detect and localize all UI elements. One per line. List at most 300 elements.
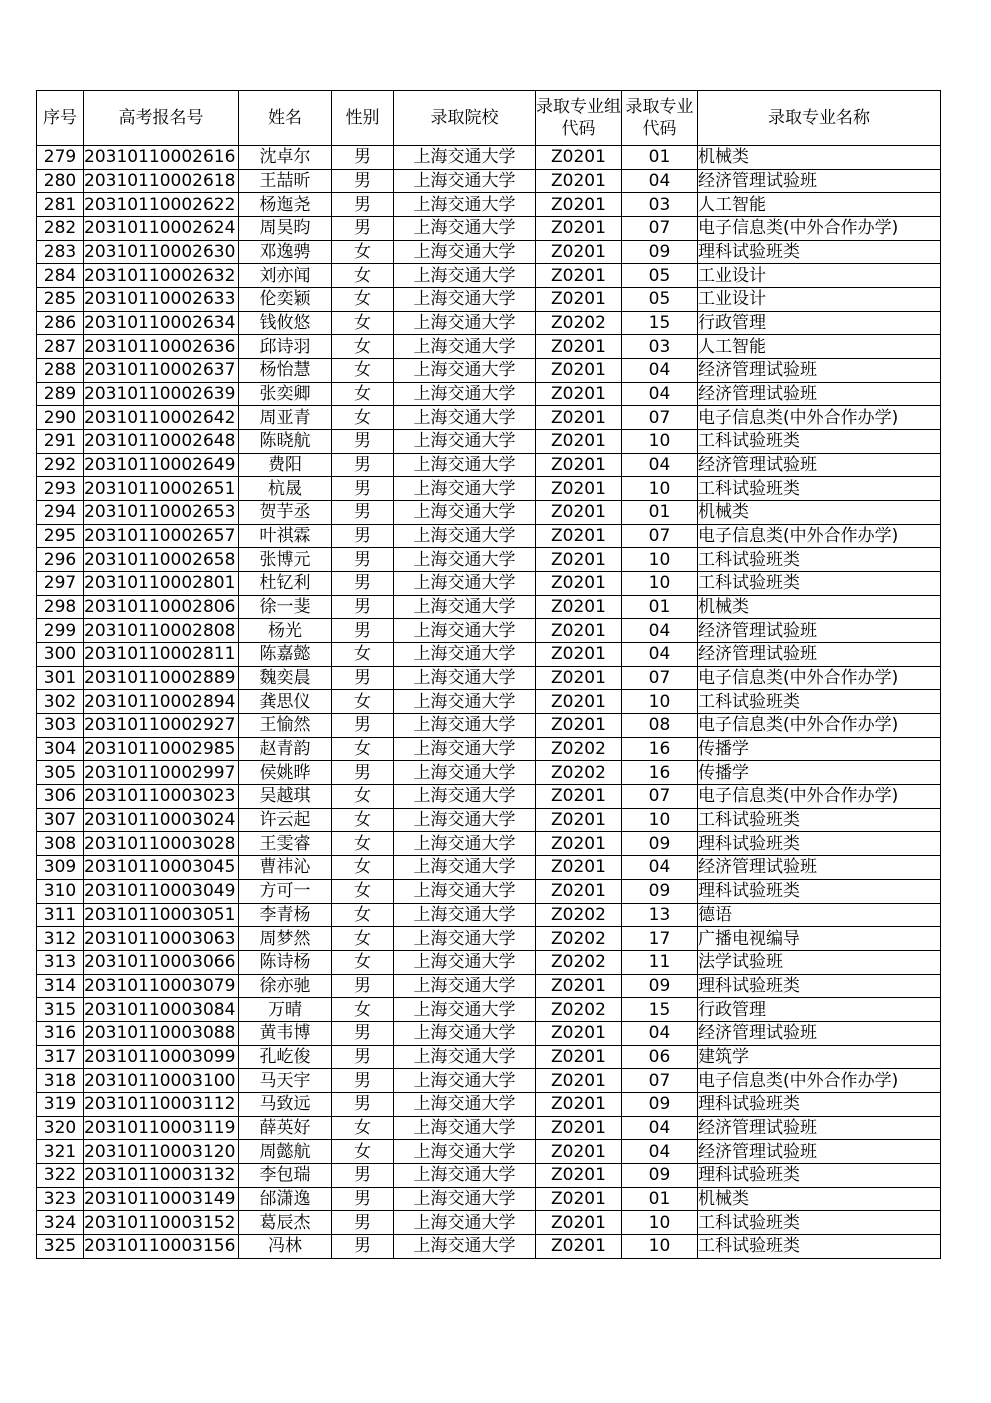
table-row [37,737,941,761]
cell-student-name: 方可一 [239,879,332,903]
cell-registration-number: 20310110002618 [84,169,239,193]
cell-student-name: 杨光 [239,619,332,643]
cell-major-code: 04 [622,643,698,667]
cell-school: 上海交通大学 [394,430,536,454]
cell-major-name: 经济管理试验班 [698,1140,941,1164]
cell-student-name: 张博元 [239,548,332,572]
cell-major-name: 工业设计 [698,264,941,288]
cell-major-name: 电子信息类(中外合作办学) [698,785,941,809]
cell-major-code: 05 [622,264,698,288]
cell-school: 上海交通大学 [394,737,536,761]
cell-student-name: 伦奕颖 [239,288,332,312]
cell-registration-number: 20310110002806 [84,595,239,619]
cell-seq: 310 [37,879,84,903]
cell-registration-number: 20310110003120 [84,1140,239,1164]
cell-seq: 290 [37,406,84,430]
cell-group-code: Z0201 [536,193,622,217]
cell-group-code: Z0201 [536,832,622,856]
cell-student-name: 刘亦闻 [239,264,332,288]
cell-registration-number: 20310110003063 [84,927,239,951]
cell-seq: 304 [37,737,84,761]
cell-group-code: Z0201 [536,974,622,998]
cell-group-code: Z0201 [536,524,622,548]
cell-major-code: 01 [622,146,698,170]
cell-major-code: 09 [622,974,698,998]
cell-gender: 男 [332,714,394,738]
cell-seq: 298 [37,595,84,619]
header-regno: 高考报名号 [84,91,239,146]
cell-registration-number: 20310110002639 [84,382,239,406]
cell-gender: 男 [332,193,394,217]
cell-gender: 女 [332,998,394,1022]
cell-major-name: 机械类 [698,146,941,170]
cell-student-name: 薛英好 [239,1116,332,1140]
cell-seq: 324 [37,1211,84,1235]
cell-major-code: 07 [622,785,698,809]
table-row [37,714,941,738]
cell-major-name: 传播学 [698,737,941,761]
cell-school: 上海交通大学 [394,785,536,809]
cell-student-name: 杜钇利 [239,572,332,596]
cell-registration-number: 20310110002633 [84,288,239,312]
cell-seq: 294 [37,501,84,525]
cell-registration-number: 20310110003028 [84,832,239,856]
cell-seq: 295 [37,524,84,548]
cell-student-name: 王雯睿 [239,832,332,856]
cell-seq: 308 [37,832,84,856]
cell-gender: 女 [332,264,394,288]
cell-major-code: 05 [622,288,698,312]
header-major-name: 录取专业名称 [698,91,941,146]
cell-gender: 女 [332,288,394,312]
cell-major-code: 03 [622,335,698,359]
cell-major-code: 04 [622,382,698,406]
cell-gender: 女 [332,1116,394,1140]
cell-group-code: Z0201 [536,335,622,359]
table-row [37,477,941,501]
table-row [37,430,941,454]
cell-student-name: 曹祎沁 [239,856,332,880]
cell-school: 上海交通大学 [394,761,536,785]
cell-major-code: 10 [622,477,698,501]
cell-major-code: 16 [622,737,698,761]
cell-major-code: 15 [622,311,698,335]
table-row [37,619,941,643]
cell-registration-number: 20310110002997 [84,761,239,785]
cell-student-name: 陈嘉懿 [239,643,332,667]
cell-seq: 291 [37,430,84,454]
cell-major-code: 03 [622,193,698,217]
cell-major-name: 工科试验班类 [698,548,941,572]
cell-registration-number: 20310110003149 [84,1187,239,1211]
cell-major-name: 经济管理试验班 [698,643,941,667]
cell-school: 上海交通大学 [394,1211,536,1235]
cell-registration-number: 20310110002634 [84,311,239,335]
cell-registration-number: 20310110003099 [84,1045,239,1069]
cell-school: 上海交通大学 [394,477,536,501]
cell-gender: 女 [332,832,394,856]
cell-group-code: Z0201 [536,1163,622,1187]
cell-gender: 男 [332,666,394,690]
cell-gender: 男 [332,1069,394,1093]
cell-registration-number: 20310110002630 [84,240,239,264]
cell-major-code: 10 [622,572,698,596]
cell-registration-number: 20310110003024 [84,808,239,832]
cell-school: 上海交通大学 [394,1234,536,1258]
table-row [37,903,941,927]
cell-school: 上海交通大学 [394,1045,536,1069]
cell-group-code: Z0201 [536,1045,622,1069]
cell-school: 上海交通大学 [394,288,536,312]
cell-school: 上海交通大学 [394,264,536,288]
table-row [37,856,941,880]
cell-school: 上海交通大学 [394,382,536,406]
cell-seq: 285 [37,288,84,312]
cell-group-code: Z0202 [536,311,622,335]
cell-major-code: 13 [622,903,698,927]
table-row [37,879,941,903]
cell-registration-number: 20310110002985 [84,737,239,761]
cell-school: 上海交通大学 [394,217,536,241]
cell-gender: 女 [332,643,394,667]
cell-gender: 女 [332,690,394,714]
cell-seq: 322 [37,1163,84,1187]
cell-gender: 男 [332,1234,394,1258]
cell-registration-number: 20310110002649 [84,453,239,477]
table-row [37,524,941,548]
cell-school: 上海交通大学 [394,1187,536,1211]
cell-major-name: 广播电视编导 [698,927,941,951]
table-row [37,808,941,832]
cell-major-code: 07 [622,406,698,430]
cell-student-name: 万晴 [239,998,332,1022]
cell-registration-number: 20310110002624 [84,217,239,241]
cell-school: 上海交通大学 [394,808,536,832]
table-row [37,406,941,430]
cell-gender: 女 [332,311,394,335]
cell-gender: 男 [332,477,394,501]
cell-seq: 301 [37,666,84,690]
cell-major-name: 法学试验班 [698,950,941,974]
cell-seq: 320 [37,1116,84,1140]
cell-major-code: 17 [622,927,698,951]
cell-major-code: 06 [622,1045,698,1069]
table-row [37,501,941,525]
cell-school: 上海交通大学 [394,903,536,927]
cell-student-name: 冯林 [239,1234,332,1258]
cell-school: 上海交通大学 [394,879,536,903]
cell-school: 上海交通大学 [394,690,536,714]
cell-gender: 男 [332,217,394,241]
cell-registration-number: 20310110003088 [84,1021,239,1045]
cell-registration-number: 20310110002636 [84,335,239,359]
cell-seq: 282 [37,217,84,241]
header-gender: 性别 [332,91,394,146]
cell-major-code: 10 [622,1234,698,1258]
cell-registration-number: 20310110002811 [84,643,239,667]
cell-major-code: 07 [622,1069,698,1093]
table-row [37,927,941,951]
cell-student-name: 钱攸悠 [239,311,332,335]
cell-major-name: 经济管理试验班 [698,1021,941,1045]
cell-seq: 299 [37,619,84,643]
cell-registration-number: 20310110002889 [84,666,239,690]
cell-student-name: 陈晓航 [239,430,332,454]
cell-gender: 男 [332,595,394,619]
cell-school: 上海交通大学 [394,714,536,738]
cell-gender: 男 [332,974,394,998]
cell-registration-number: 20310110003084 [84,998,239,1022]
table-row [37,288,941,312]
cell-major-name: 经济管理试验班 [698,856,941,880]
table-row [37,950,941,974]
cell-group-code: Z0201 [536,1021,622,1045]
cell-school: 上海交通大学 [394,524,536,548]
cell-major-name: 理科试验班类 [698,240,941,264]
cell-group-code: Z0201 [536,359,622,383]
cell-registration-number: 20310110003100 [84,1069,239,1093]
cell-major-code: 04 [622,619,698,643]
cell-major-name: 工科试验班类 [698,690,941,714]
cell-seq: 293 [37,477,84,501]
cell-student-name: 周亚青 [239,406,332,430]
cell-major-code: 10 [622,808,698,832]
cell-gender: 女 [332,359,394,383]
cell-student-name: 徐亦驰 [239,974,332,998]
cell-group-code: Z0201 [536,572,622,596]
cell-major-name: 机械类 [698,595,941,619]
cell-major-name: 行政管理 [698,998,941,1022]
cell-student-name: 马天宇 [239,1069,332,1093]
cell-registration-number: 20310110002653 [84,501,239,525]
cell-group-code: Z0201 [536,382,622,406]
cell-group-code: Z0201 [536,406,622,430]
cell-major-name: 经济管理试验班 [698,453,941,477]
cell-major-code: 04 [622,1140,698,1164]
cell-major-name: 经济管理试验班 [698,382,941,406]
cell-seq: 312 [37,927,84,951]
cell-major-name: 工科试验班类 [698,1211,941,1235]
cell-school: 上海交通大学 [394,666,536,690]
cell-registration-number: 20310110002642 [84,406,239,430]
cell-student-name: 李青杨 [239,903,332,927]
cell-student-name: 赵青韵 [239,737,332,761]
table-row [37,548,941,572]
cell-gender: 女 [332,1140,394,1164]
cell-student-name: 孔屹俊 [239,1045,332,1069]
header-major-code: 录取专业代码 [622,91,698,146]
cell-school: 上海交通大学 [394,832,536,856]
cell-group-code: Z0201 [536,169,622,193]
cell-gender: 女 [332,335,394,359]
cell-seq: 325 [37,1234,84,1258]
cell-gender: 女 [332,879,394,903]
table-row [37,240,941,264]
cell-student-name: 黄韦博 [239,1021,332,1045]
table-row [37,146,941,170]
table-row [37,974,941,998]
cell-student-name: 杨怡慧 [239,359,332,383]
table-row [37,264,941,288]
cell-major-code: 01 [622,595,698,619]
cell-seq: 316 [37,1021,84,1045]
cell-group-code: Z0201 [536,1234,622,1258]
cell-student-name: 贺芋丞 [239,501,332,525]
cell-major-name: 人工智能 [698,335,941,359]
cell-major-code: 10 [622,1211,698,1235]
cell-group-code: Z0202 [536,998,622,1022]
table-row [37,453,941,477]
cell-student-name: 吴越琪 [239,785,332,809]
cell-student-name: 杨迤尧 [239,193,332,217]
cell-group-code: Z0201 [536,477,622,501]
table-row [37,1140,941,1164]
cell-major-code: 11 [622,950,698,974]
cell-registration-number: 20310110002622 [84,193,239,217]
cell-gender: 女 [332,406,394,430]
cell-school: 上海交通大学 [394,1092,536,1116]
cell-group-code: Z0201 [536,856,622,880]
cell-major-name: 理科试验班类 [698,832,941,856]
cell-seq: 307 [37,808,84,832]
cell-registration-number: 20310110003132 [84,1163,239,1187]
cell-student-name: 周昊昀 [239,217,332,241]
cell-school: 上海交通大学 [394,169,536,193]
admission-table [36,90,941,1259]
cell-student-name: 王愉然 [239,714,332,738]
cell-gender: 女 [332,737,394,761]
cell-seq: 311 [37,903,84,927]
cell-group-code: Z0201 [536,690,622,714]
cell-gender: 男 [332,501,394,525]
cell-major-code: 01 [622,1187,698,1211]
cell-major-code: 04 [622,169,698,193]
table-row [37,1234,941,1258]
header-group-code: 录取专业组代码 [536,91,622,146]
cell-seq: 306 [37,785,84,809]
cell-registration-number: 20310110003023 [84,785,239,809]
cell-group-code: Z0201 [536,453,622,477]
cell-group-code: Z0201 [536,1092,622,1116]
cell-school: 上海交通大学 [394,1163,536,1187]
cell-school: 上海交通大学 [394,453,536,477]
cell-registration-number: 20310110003156 [84,1234,239,1258]
cell-major-name: 理科试验班类 [698,1092,941,1116]
cell-school: 上海交通大学 [394,927,536,951]
cell-group-code: Z0201 [536,643,622,667]
header-school: 录取院校 [394,91,536,146]
cell-registration-number: 20310110003112 [84,1092,239,1116]
cell-major-code: 07 [622,524,698,548]
cell-major-code: 07 [622,217,698,241]
cell-gender: 男 [332,761,394,785]
cell-student-name: 葛辰杰 [239,1211,332,1235]
table-row [37,1211,941,1235]
cell-seq: 283 [37,240,84,264]
cell-gender: 男 [332,524,394,548]
cell-group-code: Z0201 [536,1069,622,1093]
cell-registration-number: 20310110003119 [84,1116,239,1140]
cell-student-name: 邰潇逸 [239,1187,332,1211]
cell-school: 上海交通大学 [394,643,536,667]
cell-school: 上海交通大学 [394,1069,536,1093]
cell-major-name: 经济管理试验班 [698,619,941,643]
cell-school: 上海交通大学 [394,193,536,217]
table-header-row [37,91,941,146]
cell-school: 上海交通大学 [394,359,536,383]
cell-student-name: 邓逸骋 [239,240,332,264]
cell-school: 上海交通大学 [394,240,536,264]
cell-major-name: 理科试验班类 [698,879,941,903]
cell-school: 上海交通大学 [394,1021,536,1045]
cell-seq: 313 [37,950,84,974]
cell-student-name: 杭晟 [239,477,332,501]
cell-seq: 321 [37,1140,84,1164]
cell-group-code: Z0201 [536,1140,622,1164]
table-body [37,146,941,1259]
cell-seq: 323 [37,1187,84,1211]
cell-group-code: Z0202 [536,903,622,927]
cell-group-code: Z0201 [536,666,622,690]
cell-seq: 309 [37,856,84,880]
cell-registration-number: 20310110003049 [84,879,239,903]
cell-seq: 280 [37,169,84,193]
cell-registration-number: 20310110002632 [84,264,239,288]
cell-major-code: 16 [622,761,698,785]
cell-gender: 女 [332,950,394,974]
cell-school: 上海交通大学 [394,335,536,359]
cell-major-name: 工业设计 [698,288,941,312]
cell-registration-number: 20310110002648 [84,430,239,454]
cell-seq: 288 [37,359,84,383]
table-row [37,335,941,359]
cell-major-code: 09 [622,832,698,856]
cell-major-code: 04 [622,1021,698,1045]
cell-gender: 女 [332,808,394,832]
cell-registration-number: 20310110002927 [84,714,239,738]
cell-school: 上海交通大学 [394,1116,536,1140]
cell-gender: 男 [332,453,394,477]
cell-group-code: Z0201 [536,146,622,170]
cell-major-name: 电子信息类(中外合作办学) [698,1069,941,1093]
cell-gender: 女 [332,903,394,927]
cell-major-name: 工科试验班类 [698,808,941,832]
cell-major-name: 工科试验班类 [698,1234,941,1258]
cell-seq: 281 [37,193,84,217]
cell-seq: 289 [37,382,84,406]
cell-registration-number: 20310110002637 [84,359,239,383]
cell-group-code: Z0201 [536,217,622,241]
cell-major-name: 电子信息类(中外合作办学) [698,666,941,690]
cell-student-name: 马致远 [239,1092,332,1116]
cell-seq: 296 [37,548,84,572]
cell-student-name: 周梦然 [239,927,332,951]
cell-registration-number: 20310110003079 [84,974,239,998]
cell-group-code: Z0201 [536,1187,622,1211]
cell-group-code: Z0201 [536,714,622,738]
cell-gender: 男 [332,1045,394,1069]
cell-seq: 317 [37,1045,84,1069]
cell-student-name: 龚思仪 [239,690,332,714]
cell-major-name: 建筑学 [698,1045,941,1069]
cell-registration-number: 20310110002658 [84,548,239,572]
cell-registration-number: 20310110003051 [84,903,239,927]
cell-registration-number: 20310110002894 [84,690,239,714]
cell-major-code: 04 [622,453,698,477]
cell-major-code: 07 [622,666,698,690]
cell-group-code: Z0202 [536,737,622,761]
cell-major-name: 德语 [698,903,941,927]
